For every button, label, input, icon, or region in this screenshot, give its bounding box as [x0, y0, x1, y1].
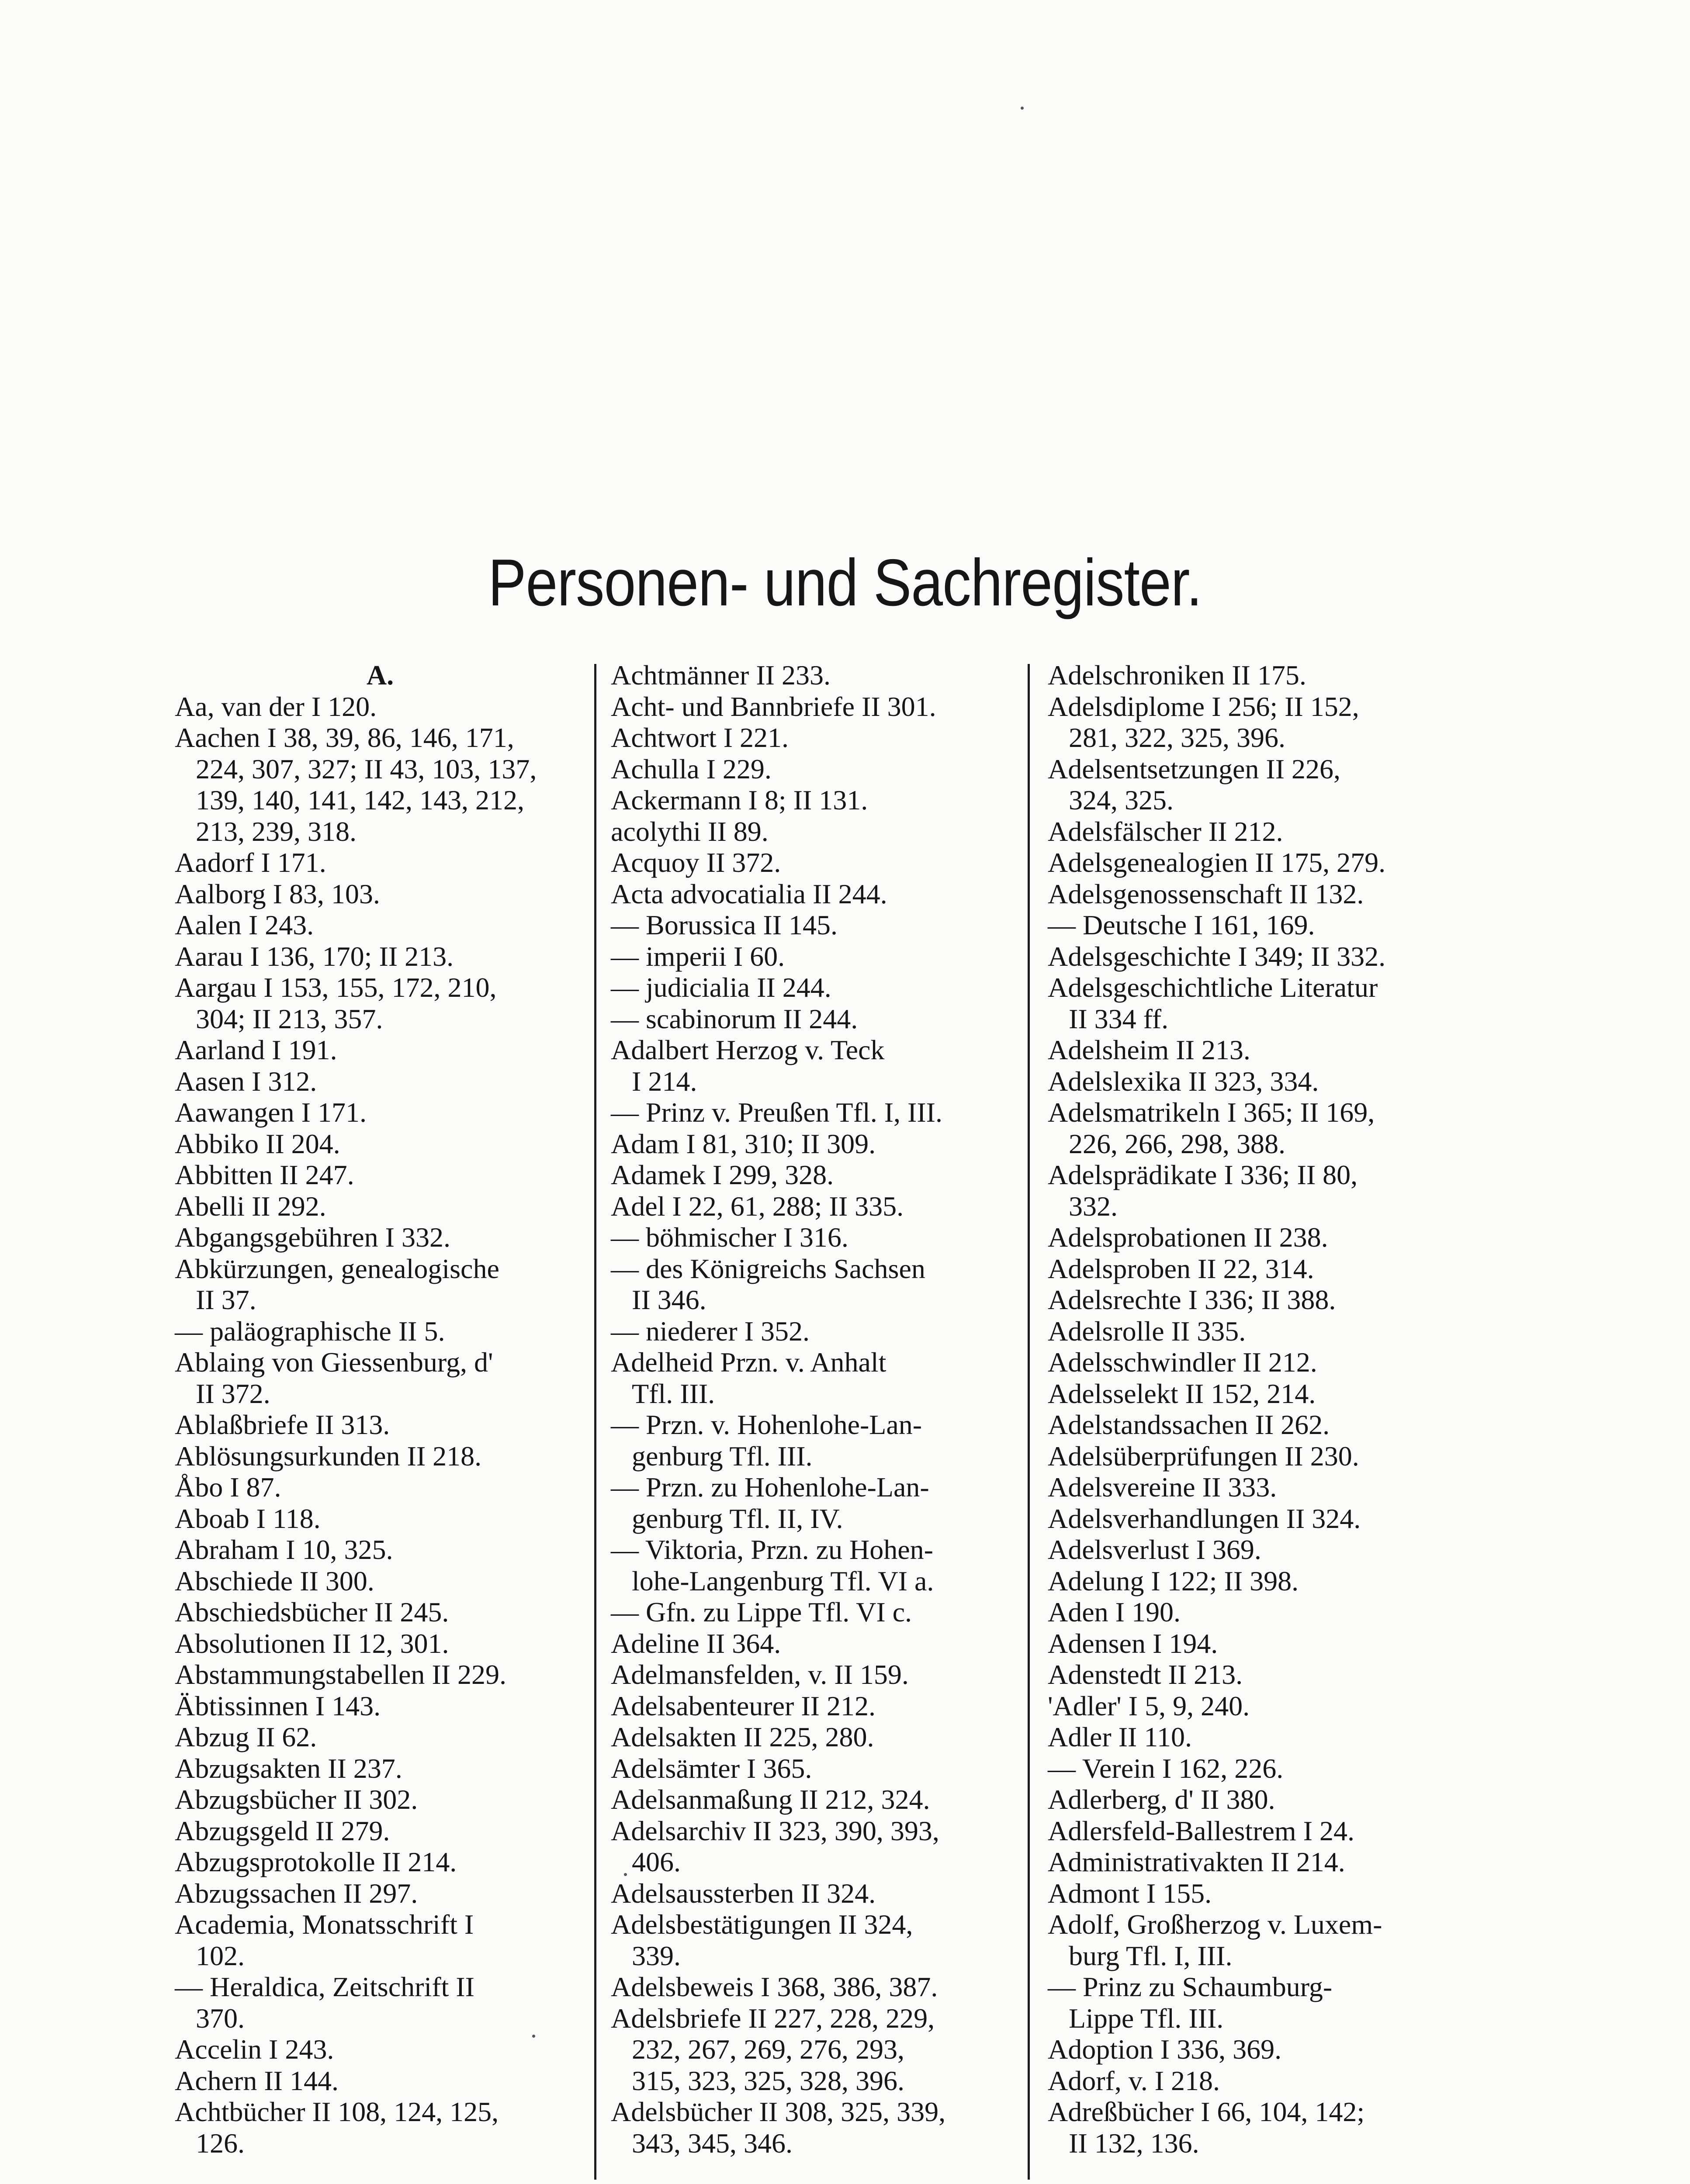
- index-entry: Abbitten II 247.: [175, 1159, 354, 1190]
- index-entry: Adelsakten II 225, 280.: [611, 1721, 874, 1752]
- index-entry-continuation: II 334 ff.: [1069, 1003, 1169, 1034]
- index-entry-continuation: 226, 266, 298, 388.: [1069, 1128, 1285, 1159]
- index-entry-continuation: 232, 267, 269, 276, 293,: [632, 2034, 904, 2065]
- column-divider: [594, 664, 596, 2180]
- index-entry: Adelsvereine II 333.: [1048, 1472, 1277, 1503]
- index-entry: Adelsmatrikeln I 365; II 169,: [1048, 1097, 1375, 1128]
- index-entry-continuation: 224, 307, 327; II 43, 103, 137,: [196, 753, 537, 784]
- index-entry: Adam I 81, 310; II 309.: [611, 1128, 876, 1159]
- index-entry: Abzug II 62.: [175, 1721, 317, 1752]
- index-entry: Adelsproben II 22, 314.: [1048, 1253, 1314, 1284]
- index-entry-continuation: 102.: [196, 1940, 245, 1971]
- index-entry: Äbtissinnen I 143.: [175, 1690, 381, 1721]
- index-entry: Ablaßbriefe II 313.: [175, 1409, 390, 1440]
- index-entry: Acta advocatialia II 244.: [611, 878, 887, 909]
- index-entry-continuation: Lippe Tfl. III.: [1069, 2002, 1224, 2034]
- index-entry: Acquoy II 372.: [611, 847, 781, 878]
- index-entry: Adelsämter I 365.: [611, 1752, 812, 1784]
- index-entry: Aa, van der I 120.: [175, 691, 377, 722]
- index-entry: Adelsanmaßung II 212, 324.: [611, 1784, 930, 1815]
- index-entry: — des Königreichs Sachsen: [611, 1253, 925, 1284]
- index-entry: Adalbert Herzog v. Teck: [611, 1034, 885, 1065]
- index-entry: Adamek I 299, 328.: [611, 1159, 834, 1190]
- index-entry: Adelsprädikate I 336; II 80,: [1048, 1159, 1358, 1190]
- index-entry: Adel I 22, 61, 288; II 335.: [611, 1190, 904, 1222]
- index-entry: Adelsverhandlungen II 324.: [1048, 1503, 1361, 1534]
- index-entry: Aadorf I 171.: [175, 847, 326, 878]
- index-entry: — judicialia II 244.: [611, 972, 831, 1003]
- index-entry-continuation: lohe-Langenburg Tfl. VI a.: [632, 1565, 934, 1597]
- index-entry: Adelsprobationen II 238.: [1048, 1222, 1328, 1253]
- index-entry: Adelsbücher II 308, 325, 339,: [611, 2096, 946, 2127]
- index-entry: — Heraldica, Zeitschrift II: [175, 1971, 474, 2002]
- index-entry-continuation: genburg Tfl. II, IV.: [632, 1503, 843, 1534]
- index-entry: Adoption I 336, 369.: [1048, 2034, 1282, 2065]
- index-entry: Adensen I 194.: [1048, 1628, 1218, 1659]
- index-entry: Adelsarchiv II 323, 390, 393,: [611, 1815, 939, 1846]
- index-entry: Adelsdiplome I 256; II 152,: [1048, 691, 1359, 722]
- index-entry: Åbo I 87.: [175, 1472, 281, 1503]
- index-entry-continuation: 406.: [632, 1846, 681, 1877]
- page-title: Personen- und Sachregister.: [488, 546, 1202, 620]
- index-entry: Abkürzungen, genealogische: [175, 1253, 499, 1284]
- index-entry-continuation: 304; II 213, 357.: [196, 1003, 383, 1034]
- index-entry: Adelsrechte I 336; II 388.: [1048, 1284, 1336, 1315]
- index-entry: Adlerberg, d' II 380.: [1048, 1784, 1275, 1815]
- index-entry: Adelstandssachen II 262.: [1048, 1409, 1330, 1440]
- index-entry: Adeline II 364.: [611, 1628, 781, 1659]
- index-entry: Adolf, Großherzog v. Luxem-: [1048, 1909, 1382, 1940]
- index-entry: Abschiede II 300.: [175, 1565, 374, 1597]
- index-entry: Abzugsakten II 237.: [175, 1752, 402, 1784]
- speck: [1021, 107, 1024, 110]
- index-entry: — Przn. zu Hohenlohe-Lan-: [611, 1472, 929, 1503]
- index-entry: Adelsfälscher II 212.: [1048, 816, 1283, 847]
- index-entry-continuation: II 37.: [196, 1284, 256, 1315]
- index-entry: Aasen I 312.: [175, 1065, 317, 1097]
- index-entry: — niederer I 352.: [611, 1315, 810, 1347]
- index-entry: — Prinz v. Preußen Tfl. I, III.: [611, 1097, 942, 1128]
- index-entry: Absolutionen II 12, 301.: [175, 1628, 449, 1659]
- index-entry-continuation: burg Tfl. I, III.: [1069, 1940, 1233, 1971]
- index-entry-continuation: 339.: [632, 1940, 681, 1971]
- index-entry: Admont I 155.: [1048, 1877, 1212, 1909]
- index-entry: Achtbücher II 108, 124, 125,: [175, 2096, 499, 2127]
- index-entry: Adelslexika II 323, 334.: [1048, 1065, 1319, 1097]
- index-entry: Adelsgeschichtliche Literatur: [1048, 972, 1378, 1003]
- index-entry: Aboab I 118.: [175, 1503, 321, 1534]
- index-entry: — Borussica II 145.: [611, 909, 838, 940]
- index-entry: Abzugsgeld II 279.: [175, 1815, 390, 1846]
- index-entry: Abgangsgebühren I 332.: [175, 1222, 450, 1253]
- index-entry: Adelschroniken II 175.: [1048, 660, 1306, 691]
- index-entry: Adelmansfelden, v. II 159.: [611, 1659, 909, 1690]
- index-entry: Abzugsprotokolle II 214.: [175, 1846, 457, 1877]
- index-entry-continuation: 370.: [196, 2002, 245, 2034]
- index-entry: Achulla I 229.: [611, 753, 772, 784]
- index-entry: Adelsbeweis I 368, 386, 387.: [611, 1971, 938, 2002]
- index-entry: Abstammungstabellen II 229.: [175, 1659, 506, 1690]
- index-entry: — Przn. v. Hohenlohe-Lan-: [611, 1409, 922, 1440]
- column-divider: [1028, 664, 1030, 2180]
- index-entry-continuation: II 132, 136.: [1069, 2127, 1199, 2159]
- index-entry-continuation: genburg Tfl. III.: [632, 1440, 813, 1472]
- index-entry: Adelsaussterben II 324.: [611, 1877, 876, 1909]
- index-entry: — Deutsche I 161, 169.: [1048, 909, 1315, 940]
- index-entry: Adorf, v. I 218.: [1048, 2065, 1220, 2096]
- index-entry: Adelsgenealogien II 175, 279.: [1048, 847, 1386, 878]
- index-entry: Abbiko II 204.: [175, 1128, 340, 1159]
- index-entry: — paläographische II 5.: [175, 1315, 445, 1347]
- index-entry: Adelsgeschichte I 349; II 332.: [1048, 940, 1386, 972]
- index-entry: Aarau I 136, 170; II 213.: [175, 940, 454, 972]
- index-entry: Achtwort I 221.: [611, 722, 789, 753]
- index-entry: Adler II 110.: [1048, 1721, 1192, 1752]
- index-entry: Accelin I 243.: [175, 2034, 334, 2065]
- index-entry: Administrativakten II 214.: [1048, 1846, 1345, 1877]
- index-entry: Adelsschwindler II 212.: [1048, 1347, 1317, 1378]
- index-entry: Adlersfeld-Ballestrem I 24.: [1048, 1815, 1354, 1846]
- index-entry: Adelsrolle II 335.: [1048, 1315, 1246, 1347]
- index-entry: Abzugssachen II 297.: [175, 1877, 418, 1909]
- index-entry: Adelsüberprüfungen II 230.: [1048, 1440, 1359, 1472]
- index-entry: Adelsselekt II 152, 214.: [1048, 1378, 1316, 1409]
- index-entry: Adreßbücher I 66, 104, 142;: [1048, 2096, 1365, 2127]
- index-entry: Aawangen I 171.: [175, 1097, 367, 1128]
- index-entry: Ablösungsurkunden II 218.: [175, 1440, 482, 1472]
- index-entry: — scabinorum II 244.: [611, 1003, 858, 1034]
- index-column-2: [611, 660, 1026, 2159]
- index-entry-continuation: 343, 345, 346.: [632, 2127, 793, 2159]
- index-entry: Aalborg I 83, 103.: [175, 878, 380, 909]
- index-entry: — böhmischer I 316.: [611, 1222, 848, 1253]
- index-entry: — Gfn. zu Lippe Tfl. VI c.: [611, 1597, 912, 1628]
- section-letter: A.: [366, 660, 394, 691]
- index-entry-continuation: I 214.: [632, 1065, 697, 1097]
- index-entry: Achtmänner II 233.: [611, 660, 831, 691]
- index-entry: Aalen I 243.: [175, 909, 314, 940]
- index-entry: — Verein I 162, 226.: [1048, 1752, 1284, 1784]
- index-entry-continuation: 139, 140, 141, 142, 143, 212,: [196, 784, 524, 816]
- index-column-3: [1048, 660, 1476, 2159]
- index-entry: Adelsgenossenschaft II 132.: [1048, 878, 1364, 909]
- index-entry: Abzugsbücher II 302.: [175, 1784, 418, 1815]
- index-entry: Aachen I 38, 39, 86, 146, 171,: [175, 722, 514, 753]
- index-entry-continuation: 126.: [196, 2127, 245, 2159]
- index-entry: — imperii I 60.: [611, 940, 785, 972]
- speck: [624, 1873, 627, 1876]
- index-entry: Abelli II 292.: [175, 1190, 326, 1222]
- index-entry: — Prinz zu Schaumburg-: [1048, 1971, 1333, 2002]
- index-entry: Adenstedt II 213.: [1048, 1659, 1243, 1690]
- index-entry: Abraham I 10, 325.: [175, 1534, 393, 1565]
- index-entry-continuation: 213, 239, 318.: [196, 816, 357, 847]
- index-entry: Aarland I 191.: [175, 1034, 337, 1065]
- index-column-1: [175, 660, 585, 2159]
- index-entry: Ablaing von Giessenburg, d': [175, 1347, 493, 1378]
- index-entry-continuation: II 346.: [632, 1284, 706, 1315]
- index-entry: Adelung I 122; II 398.: [1048, 1565, 1299, 1597]
- index-entry: Adelsbestätigungen II 324,: [611, 1909, 913, 1940]
- index-entry-continuation: II 372.: [196, 1378, 270, 1409]
- index-entry: Acht- und Bannbriefe II 301.: [611, 691, 936, 722]
- index-entry-continuation: 315, 323, 325, 328, 396.: [632, 2065, 904, 2096]
- index-entry: Ackermann I 8; II 131.: [611, 784, 868, 816]
- index-entry: Aargau I 153, 155, 172, 210,: [175, 972, 497, 1003]
- index-entry-continuation: 281, 322, 325, 396.: [1069, 722, 1285, 753]
- index-entry: Achern II 144.: [175, 2065, 339, 2096]
- index-entry: Adelsheim II 213.: [1048, 1034, 1250, 1065]
- index-entry: Adelsverlust I 369.: [1048, 1534, 1261, 1565]
- index-entry: Adelsentsetzungen II 226,: [1048, 753, 1341, 784]
- index-entry: Adelsabenteurer II 212.: [611, 1690, 876, 1721]
- index-entry: Academia, Monatsschrift I: [175, 1909, 474, 1940]
- index-entry: — Viktoria, Przn. zu Hohen-: [611, 1534, 933, 1565]
- index-entry-continuation: 324, 325.: [1069, 784, 1174, 816]
- index-entry: 'Adler' I 5, 9, 240.: [1048, 1690, 1250, 1721]
- index-entry-continuation: 332.: [1069, 1190, 1118, 1222]
- speck: [532, 2035, 535, 2038]
- index-entry: Aden I 190.: [1048, 1597, 1181, 1628]
- index-entry: acolythi II 89.: [611, 816, 769, 847]
- index-entry: Abschiedsbücher II 245.: [175, 1597, 449, 1628]
- index-entry: Adelsbriefe II 227, 228, 229,: [611, 2002, 935, 2034]
- index-entry-continuation: Tfl. III.: [632, 1378, 715, 1409]
- index-entry: Adelheid Przn. v. Anhalt: [611, 1347, 887, 1378]
